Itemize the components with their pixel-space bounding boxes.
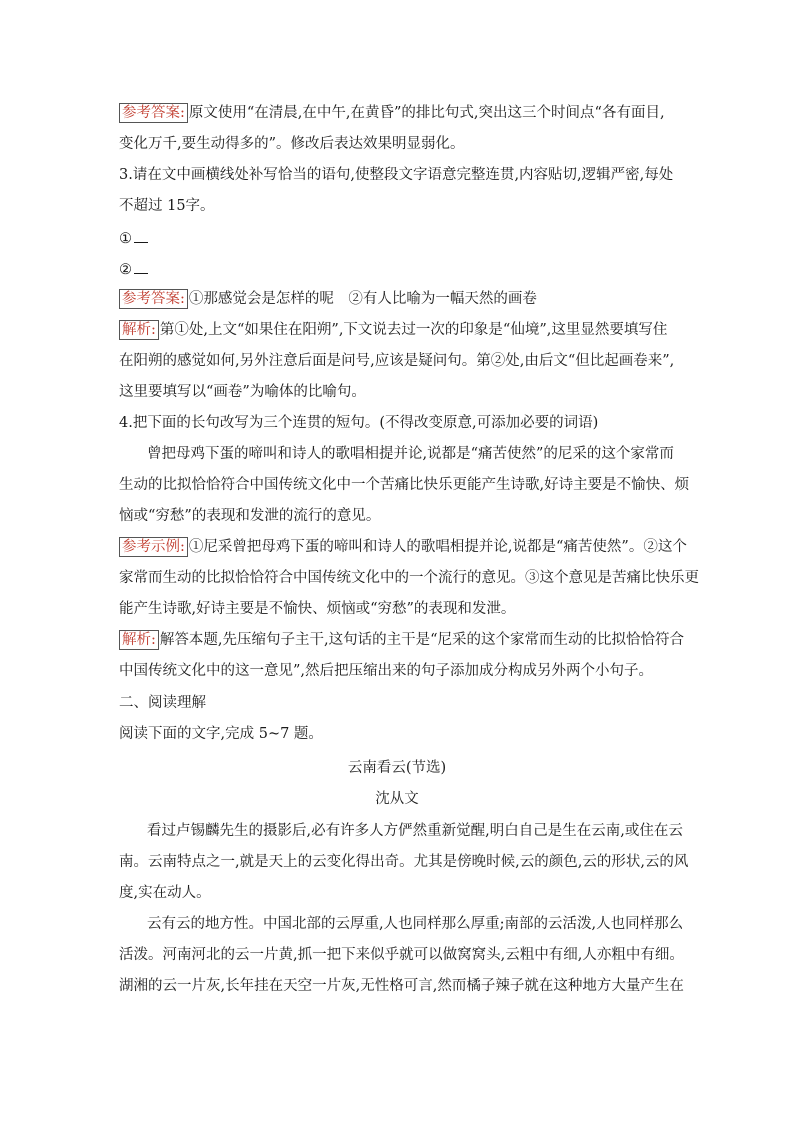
blank-marker-2: ② [119,262,132,278]
reading-instruction: 阅读下面的文字,完成 5~7 题。 [119,726,323,742]
q4-passage-line-1: 曾把母鸡下蛋的啼叫和诗人的歌唱相提并论,说都是“痛苦使然”的尼采的这个家常而 [147,446,674,462]
section-heading: 二、阅读理解 [119,695,206,711]
answer-tag: 参考答案: [119,289,188,309]
answer-blank-2 [134,261,148,274]
q4-analysis-line-1 [119,629,684,651]
q4-passage-line-2: 生动的比拟恰恰符合中国传统文化中一个苦痛比快乐更能产生诗歌,好诗主要是不愉快、烦 [119,477,690,493]
article-p2-line-3: 湖湘的云一片灰,长年挂在天空一片灰,无性格可言,然而橘子辣子就在这种地方大量产生在 [119,978,684,994]
q2-answer-line-2: 变化万千,要生动得多的”。修改后表达效果明显弱化。 [119,136,465,152]
q3-answer-line [119,288,537,310]
q4-example-line-2: 家常而生动的比拟恰恰符合中国传统文化中的一个流行的意见。③这个意见是苦痛比快乐更 [119,570,699,586]
q3-blank-1 [119,228,148,250]
q4-example-line-3: 能产生诗歌,好诗主要是不愉快、烦恼或“穷愁”的表现和发泄。 [119,601,516,617]
analysis-tag: 解析: [119,630,159,650]
q4-example-line-1 [119,536,687,558]
answer-blank-1 [134,230,148,243]
article-title: 云南看云(节选) [347,760,447,776]
q2-answer-line-1 [119,102,665,124]
q3-analysis-text-1: 第①处,上文“如果住在阳朔”,下文说去过一次的印象是“仙境”,这里显然要填写住 [159,322,668,338]
article-p1-line-1: 看过卢锡麟先生的摄影后,必有许多人方俨然重新觉醒,明白自己是生在云南,或住在云 [147,823,683,839]
q4-passage-line-3: 恼或“穷愁”的表现和发泄的流行的意见。 [119,508,381,524]
q3-analysis-line-2: 在阳朔的感觉如何,另外注意后面是问号,应该是疑问句。第②处,由后文“但比起画卷来”, [119,353,675,369]
q2-answer-text-1: 原文使用“在清晨,在中午,在黄昏”的排比句式,突出这三个时间点“各有面目, [188,105,665,121]
q4-example-text-1: ①尼采曾把母鸡下蛋的啼叫和诗人的歌唱相提并论,说都是“痛苦使然”。②这个 [188,539,687,555]
example-tag: 参考示例: [119,537,188,557]
q4-analysis-line-2: 中国传统文化中的这一意见”,然后把压缩出来的句子添加成分构成另外两个小句子。 [119,663,654,679]
answer-tag: 参考答案: [119,103,188,123]
article-p1-line-3: 度,实在动人。 [119,885,211,901]
article-p2-line-1: 云有云的地方性。中国北部的云厚重,人也同样那么厚重;南部的云活泼,人也同样那么 [147,916,684,932]
q3-analysis-line-3: 这里要填写以“画卷”为喻体的比喻句。 [119,384,366,400]
article-p2-line-2: 活泼。河南河北的云一片黄,抓一把下来似乎就可以做窝窝头,云粗中有细,人亦粗中有细。 [119,947,684,963]
article-author: 沈从文 [375,791,419,807]
q3-prompt-line-1: 3.请在文中画横线处补写恰当的语句,使整段文字语意完整连贯,内容贴切,逻辑严密,每处 [119,167,674,183]
q3-prompt-line-2: 不超过 15字。 [119,198,215,214]
q3-blank-2 [119,259,148,281]
q3-analysis-line-1 [119,319,667,341]
blank-marker-1: ① [119,231,132,247]
analysis-tag: 解析: [119,320,159,340]
q4-prompt: 4.把下面的长句改写为三个连贯的短句。(不得改变原意,可添加必要的词语) [119,415,599,431]
q3-answer-text: ①那感觉会是怎样的呢 ②有人比喻为一幅天然的画卷 [188,291,537,307]
q4-analysis-text-1: 解答本题,先压缩句子主干,这句话的主干是“尼采的这个家常而生动的比拟恰恰符合 [159,632,685,648]
article-p1-line-2: 南。云南特点之一,就是天上的云变化得出奇。尤其是傍晚时候,云的颜色,云的形状,云的风 [119,854,689,870]
